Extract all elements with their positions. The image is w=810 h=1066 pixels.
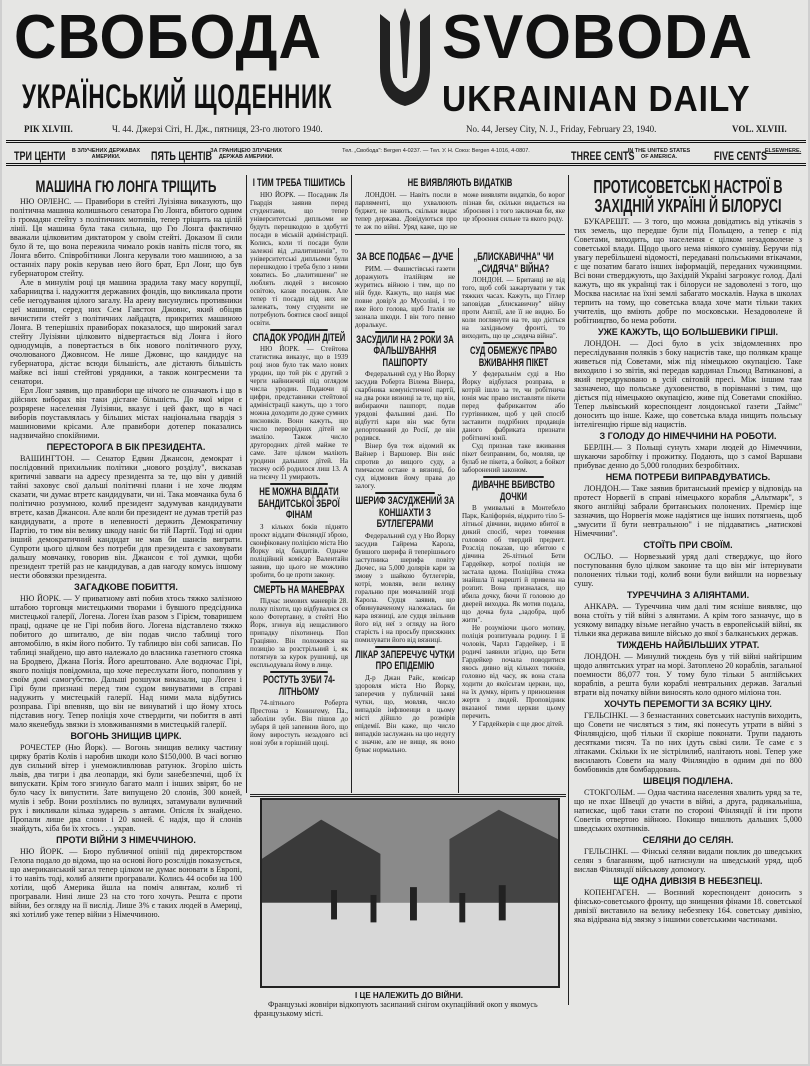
article-text: БЕРЛІН.— З Польщі сунуть хмари людей до Німеччини, шукаючи заробітку і прожитку. Подають, що з самої Варшави прибуває денно до 5,000 голодних безробітних. bbox=[574, 442, 802, 470]
article-text: Д-р Джан Райс, комісар здоровля міста Ню Йорку, заперечив у публичній заяві чутки, що, мовляв, число випадків інфлюенци в цьому місті дійшло до розмірів епідемії. Він каже, що число випадків заслужань на цю недугу є значне, але не вище, як воно буває нормально. bbox=[355, 673, 455, 754]
article-text: В умивальні в Монтебело Парк, Каліфорнія, відкрито тіло 5-літньої дівчини, видимо вбитої в дикий спосіб, через товчення головою об твердий предмет. Розслід показав, що вбитою є дівчина 26-літньої Бети Гардейкер, котрої поліція не застала вдома. Поліційна стежа знайшла її нарешті й привела на розпит. Вона призналася, що вбила дочку, бючи її головою до дверей виходка. Як мотив подала, що дочка була „задобра, щоб жити". bbox=[462, 504, 565, 625]
article-text: АНКАРА. — Туреччина чим далі тим ясніше виявляє, що вона стоїть у тій війні з алянтами. А крім того зазначує, що в усякому випадку візьме негайно участь в европейській війні, як тільки яка держава вишле військо до якої з балканських держав. bbox=[574, 601, 802, 638]
article-text: У федеральнім суді в Ню Йорку відбулася розправа, в котрій ішло за те, чи робітнича юнія має право виставляти пікети перед фабрикантом або гуртівником, щоб у цей спосіб заставити подрібних продавців даного фабриката признати робітничі юнії. bbox=[462, 370, 565, 443]
column-rule bbox=[458, 248, 459, 793]
headline: ЩЕ ОДНА ДИВІЗІЯ В НЕБЕЗПЕЦІ. bbox=[613, 875, 763, 886]
photo-rule bbox=[250, 794, 566, 797]
headline: ЛІКАР ЗАПЕРЕЧУЄ ЧУТКИ ПРО ЕПІДЕМІЮ bbox=[355, 648, 455, 673]
article-text: Але в минулім році ця машина зрадила таку масу корупції, хабарництва і. надужиття державних фондів, що викликала проти себе негодування цілого загалу. На арену висунулись противники цеї машини, серед них Сем Гавстон Джовнс, який обіцяв вичистити стейт з політичних лайдацтв, прикритих машиною Лонга. В теперішніх правиборах показалося, що широкий загал стейту Луізіяни цілковито відвертається від Лонга і його однодумців, а повертається в бік нового політичного руху, очолюваного Джовнсом. Не лише Джовнс, що кандидує на губернатора, дістає всюди більшість, але дістають більшість майже всі інші стейтові урядники, а також конгресмени та сенатори. bbox=[10, 277, 242, 386]
headline: ШВЕЦІЯ ПОДІЛЕНА. bbox=[643, 775, 733, 786]
headline: ПРОТИСОВЕТСЬКІ НАСТРОЇ В ЗАХІДНІЙ УКРАЇНІ Й БІЛОРУСІ bbox=[593, 177, 783, 216]
article-text: НЮ ЙОРК. — Посадник Ля Гвардія заявив перед студентами, що тепер університетські дипльоми не будуть перешкодою в здобутті посади в міській адміністрації. Колись, коли ті посади були залежні від „палитишенів", то університетські дипльоми були перешкодою і треба було з ними ховатись. Бо „палитишени" не люблять людей з високою освітою, казав посадник. Але тепер ті посади від них не залежать, тому студенти не потребують боятися своєї вищої освіти. bbox=[250, 190, 348, 327]
headline: „БЛИСКАВИЧНА" ЧИ „СИДЯЧА" ВІЙНА? bbox=[473, 251, 554, 275]
price-bar bbox=[6, 140, 806, 166]
article-text: ОСЛЬО. — Норвезький уряд далі стверджує, що його поступовання було цілком законне та що він міг інтернувати полонених тільки тоді, колиб вони були вийшли на норвезьку сушу. bbox=[574, 551, 802, 588]
price-three-en: THREE CENTS bbox=[571, 149, 635, 163]
article-text: Ерл Лонг заявив, що правибори ще нічого не означають і що в дійсних виборах він таки дістане більшість. До якої міри є розрярене населення Луізіяни, вказує і цей факт, що в часі виборів поуставлялась у більших містах національна гвардія з машиновими крісами. Але правибори дотепер показались надзвичайно спокійними. bbox=[10, 385, 242, 440]
year-label-uk: РІК XLVIII. bbox=[24, 124, 73, 134]
article-text: НЮ ЙОРК. — У приватному авті побив хтось тяжко залізною штабою торговця мистецькими творами і бувшого предсідника мистецької галерії, Логена. Логен їхав разом з Гірієм, товаришем праці, одначе це не Гірі побив його. Логена відставлено тяжко побитого до шпиталю, де він подав число таблиці того автомобілю, в якім його побито. Ту таблицю він собі записав. По таблиці знайдено, що авто належало до власника газетного стояка на Бродвею, Джана Погія. Його арештовано. Але водночас Гірі, якого поліція повідомила, що хоче переслухати його, пополнив у своїм домі самогубство. Дальші розшуки виказали, що Логен і Гірі були признані перед тим судом винуватими в справі надужить у мистецькій галерії. Над ними мала відбутись розправа. Гірі впевняв, що він не винуватий і що йому хтось підставив ногу. Тепер поліція хоче ствердити, чи побиття в авті мало якенебудь звязки із зловживаннями в мистецькій галерії. bbox=[10, 593, 242, 729]
article-text: БУКАРЕШТ. — З того, що можна довідатись від утікачів з тих земель, що передше були під Польщею, а тепер є під Советами, виходить, що населення є цілком незадоволене з советської влади. Щодо цього нема ніякого сумніву. Беручи під увагу перебільшені відомості, передавані польськими втікачами, є ще позатим багато інших інформацій, переданих чужинцями. Всі вони стверджують, що Західній Україні загрожує голод. Далі кажуть, що як українці так і білоруси не задоволені з того, що Москва насилає на їхні землі забагато москалів. Наука в школах терпить на тому, що советська влада хоче мати тільки таких учителів, що вміють добре по московськи. Незадоволене й робітництво, бо нема роботи. bbox=[574, 216, 802, 325]
headline: СЕЛЯНИ ДО СЕЛЯН. bbox=[642, 834, 734, 845]
headline: ЗАГАДКОВЕ ПОБИТТЯ. bbox=[74, 581, 178, 592]
column-rule bbox=[351, 175, 352, 793]
divider bbox=[483, 342, 545, 344]
article-text: Федеральний суд у Ню Йорку засудив Роберта Вілема Вінера, скарбника комуністичної партії, на два роки вязниці за те, що він, вибираючи пашпорт, подав урядові фальшиві дані. По відбутті кари він має бути депортований до Росії, де він родився. bbox=[355, 370, 455, 443]
article-text: Підчас зимових маневрів 28. полку піхоти, що відбувалися ся коло Фотертавну, в стейті Ню Йорк, згинув від нещасливого припадку піхотинець Пол Граціяно. Він положився на позицію за розстрільний і, як потягнув за курок рушниці, ця експльодувала йому в лице. bbox=[250, 597, 348, 670]
price-five-uk: ПЯТЬ ЦЕНТІВ bbox=[151, 149, 212, 163]
headline: МАШИНА ГЮ ЛОНГА ТРІЩИТЬ bbox=[35, 177, 217, 196]
article-text: Суд признав таке вживання пікет безправним, бо, мовляв, це булаб не пікета, а бойкот, а бойкот заборонений законом. bbox=[462, 442, 565, 475]
trident-emblem-icon bbox=[374, 8, 436, 108]
headline: СПАДОК УРОДИН ДІТЕЙ bbox=[252, 331, 346, 344]
article-text: ЛОНДОН. — Минулий тиждень був у тій війні найгіршим щодо алянтських утрат на морі. Затоплено 20 кораблів, загальної поемности 86,077 тон. У тому було тільки 5 англійських кораблів, а решта були кораблі невтральних держав. Загальні втрати від початку війни виносять коло одного міліона тон. bbox=[574, 651, 802, 697]
divider bbox=[270, 581, 329, 583]
dateline bbox=[2, 122, 808, 138]
headline: НЕ ВИЯВЛЯЮТЬ ВИДАТКІВ bbox=[407, 177, 513, 189]
headline: ДИВАЧНЕ ВБИВСТВО ДОЧКИ bbox=[472, 479, 555, 503]
news-photo bbox=[260, 798, 560, 988]
price-three-uk-note: В ЗЛУЧЕНИХ ДЕРЖАВАХ АМЕРИКИ. bbox=[71, 148, 141, 160]
column-4 bbox=[462, 250, 565, 728]
divider bbox=[483, 476, 545, 478]
article-expenses-body bbox=[355, 191, 565, 231]
photo-title: І ЦЕ НАЛЕЖИТЬ ДО ВІЙНИ. bbox=[355, 991, 463, 1000]
article-text: ГЕЛЬСІНКІ. — З безнастанних советських наступів виходить, що Совети не числяться з тим, які понесуть утрати в війні з Фінляндією, щоб тільки її скоріше поконати. Трупи падають десятками тисяч. Та по них ідуть свіжі сили. Те саме є з літаками. Скільки їх не зістрілилиб, налітають нові. Тепер уже висилають Совети на малу Фінляндію в одним дні по 800 бомбовиків для бомбардовань. bbox=[574, 710, 803, 774]
headline: ШЕРИФ ЗАСУДЖЕНИЙ ЗА КОНШАХТИ З БУТЛЕГЕРАМИ bbox=[355, 495, 455, 531]
article-text: ЛОНДОН. — Навіть посли в парляменті, що ухвалюють буджет, не знають, скільки видає тепер держава. Довідуються про те аж по війні. Уряд каже, що не може виявляти видатків, бо ворог пізнав би, скільки видається на зброєння і з того заключав би, яке це зброєння сильне та якого роду. bbox=[355, 190, 565, 231]
column-3 bbox=[355, 250, 455, 754]
article-expenses bbox=[355, 176, 565, 235]
article-text: ГЕЛЬСІНКІ. — Фінські селяни видали поклик до шведських селян з благанням, щоб натиснули на шведський уряд, щоб вислав Фінляндії військову допомогу. bbox=[574, 846, 802, 874]
divider bbox=[375, 331, 435, 333]
article-text: ЛОНДОН.— Таке заявив британський премієр у відповідь на протест Норвегії в справі німецького корабля „Альтмарк", з якого англійці забрали британських полонених. Премієр іще зазначив, що Норвегія може надіятися ще інших потягнень, щоб „змусити її бути невтральною" і не піддаватись „натискові Німеччини". bbox=[574, 483, 802, 538]
column-1 bbox=[10, 176, 242, 919]
headline: ЗАСУДИЛИ НА 2 РОКИ ЗА ФАЛЬШУВАННЯ ПАШПОРТУ bbox=[356, 333, 454, 369]
headline: ЗА ВСЕ ПОДБАЄ — ДУЧЕ bbox=[356, 251, 454, 263]
article-text: НЮ ЙОРК. — Стейтова статистика виказує, що в 1939 році знов було так мало нових уродин, що той рік є другий з черги найнижчий під оглядом числа уродин. Подаючи ці цифри, представники стейтової адміністрації кажуть, що з того можна доходити до дуже сумних висновків. Вони кажуть, що число перворідних дітей не змаліло. Також число другородних дітей майже те саме. Зате цілком маліють уродини дальших дітей. На тисячу осіб родилося лиш 13. А на тисячу 11 умирають. bbox=[250, 345, 348, 482]
article-text: РОЧЕСТЕР (Ню Йорк). — Вогонь знищив велику частину цирку братів Колів і наробив шкоди коло $150,000. В часі вогню дув сильний вітер і унеможливлював ратунок. Згоріло шість львів, два тигри і два леопарди, які були занебезпечні, щоб їх випускати. Крім того згинуло багато малп і інших звірят, бо не було часу їх випустити. Зате випущено 20 слонів, 300 коней, мулів і зебр. Вони розлізлись по вулицях, затамували вуличний рух і викликали кілька зударень з автами. Опісля їх знайдено. Пропали лише два слони і 20 коней. Є надія, що й слонів знайдуть, хіба би їх хтось . . . украв. bbox=[10, 742, 242, 833]
volume-label-en: VOL. XLVIII. bbox=[732, 124, 787, 134]
soldiers-in-snow-photo-icon bbox=[262, 800, 558, 986]
photo-caption-text: Французькі жовніри відкопують засипаний снігом окупаційний окоп у якомусь французькому місті. bbox=[254, 1000, 538, 1018]
column-rule bbox=[568, 175, 569, 1005]
headline: ТУРЕЧЧИНА З АЛІЯНТАМИ. bbox=[626, 589, 750, 600]
divider bbox=[375, 492, 435, 494]
article-text: КОПЕНГАГЕН. — Воєнний кореспондент доносить з фінсько-советського фронту, що знищення фінами 18. советської дивізії виставило на велику небезпеку 164. советську дивізію, яка відірвана від звязку з іншими советськими частинами. bbox=[574, 887, 802, 924]
headline: НЕ МОЖНА ВІДДАТИ БАНДИТСЬКОЇ ЗБРОЇ ФІНАМ bbox=[258, 486, 340, 522]
article-text: ВАШИНГТОН. — Сенатор Едвин Джансон, демократ і послідовний прихильник політики „нового розділу", висказав критичні завваги на адресу президента за те, що він у дивній тайні заховує свої дальші політичні плани і не хоче людям сказати, чи думає втретє кандидувати, чи ні. Така мовчанка була б політично розумною, колиб президент задумував кандидувати втретє, казав Джансон. Але коли би президент не думав третій раз кандидувати, а проте в непевності держить Демократичну Партію, то тим він велику шкоду наніс би тій Партії. Тоді ні один інший демократичний кандидат не мав би шансів виграти. Супроти цього цілком без потреби для президента є заховувати дальшу мовчанку, говорив він. Джансон є тої думки, щоби президент третій раз не кандидував, а дав нагоду комусь іншому нести обовязки президента. bbox=[10, 453, 242, 580]
price-five-uk-note: ЗА ГРАНИЦЕЮ ЗЛУЧЕНИХ ДЕРЖАВ АМЕРИКИ. bbox=[210, 148, 282, 160]
column-2 bbox=[250, 176, 348, 747]
headline: СТОЇТЬ ПРИ СВОЇМ. bbox=[643, 539, 733, 550]
headline: ПРОТИ ВІЙНИ З НІМЕЧЧИНОЮ. bbox=[56, 834, 196, 845]
headline: З ГОЛОДУ ДО НІМЕЧЧИНИ НА РОБОТИ. bbox=[599, 430, 777, 441]
masthead-title-en: SVOBODA bbox=[442, 3, 753, 72]
column-rule bbox=[246, 175, 247, 793]
article-text: Федеральний суд у Ню Йорку засудив Гайрема Карола, бувшого шерифа й теперішнього заступника шерифа повіту Дючес, на 5,000 долярів кари за змову з шайкою бутлегерів, котрі, мовляв, вели велику горальню при мовчаливій згоді Карола. Судця заявив, що обвинуваченому належалась би кара вязниці, але судця звільнив його від неї з огляду на його старість і на просьбу присяжних помилувати його від вязниці. bbox=[355, 531, 455, 644]
divider bbox=[270, 671, 329, 673]
article-text: РИМ. — Фашистівські газети доражують італійцям не журитись війною і тим, що по ній буде. Кажуть, що нація має повне довір'я до Мусоліні, і то вже його голова, щоб Італія не зазнала шкоди. І він того певно доралькує. bbox=[355, 264, 455, 329]
headline: НЕМА ПОТРЕБИ ВИПРАВДУВАТИСЬ. bbox=[605, 471, 771, 482]
divider bbox=[270, 483, 329, 485]
article-text: ЛОНДОН. — Досі було в усіх звідомленнях про переслідування поляків з боку нацистів таке, що полякам краще живеться під Советами, між під німецькою окупацією. Таке виходило і зо звітів, які передав кардинал Гльонд Ватиканові, а який передруковано в усій світовій пресі. Між іншим там зазначено, що польське духовенство, в порівнанні з тим, що діється під німецькою окупацією, живе під Советами спокійно. Тепер львівський кореспондент лондонської газети „Таймс" доносить що інше. Каже, що советська влада нищить польську інтелігенцію гірше від нацистів. bbox=[574, 338, 802, 429]
divider bbox=[270, 329, 329, 331]
headline: І ТИМ ТРЕБА ТІШИТИСЬ bbox=[252, 177, 346, 189]
phone-numbers: Тел. „Свобода": Bergen 4-0237. — Тел. У. Н. Союз: Bergen 4-1016, 4-0807. bbox=[342, 148, 530, 154]
article-text: У Гардейкерів є ще двоє дітей. bbox=[472, 720, 564, 729]
photo-caption bbox=[254, 991, 564, 1018]
headline: ХОЧУТЬ ПЕРЕМОГТИ ЗА ВСЯКУ ЦІНУ. bbox=[604, 698, 772, 709]
headline: РОСТУТЬ ЗУБИ 74-ЛІТНЬОМУ bbox=[263, 674, 335, 698]
article-text: Вінер був теж відомий як Вайнер і Варшовер. Він вніс спротив до вищого суду, а тимчасом остане в вязниці, бо суд відмовив йому права до залогу. bbox=[355, 442, 455, 491]
masthead-subtitle-en: UKRAINIAN DAILY bbox=[442, 78, 751, 119]
article-text: Не розуміючи цього мотиву, поліція розпитувала родину. І її чоловік, Чарлз Гардейкер, і її родичі заявили згідно, що Бети Гардейкер почала поводитися якось дивно від кількох тижнів, головно від часу, як вона стала ходити до якоїсьтам церкви, що, на їх думку, вірить у приношення жертв з людей. Проповідник вказаної тими церкви цьому перечить. bbox=[462, 624, 565, 721]
article-text: НЮ ЙОРК. — Бюро публичної опінії під директорством Гелопа подало до відома, що на основі його розслідів показується, що американський загал тепер цілком не думає воювати в Европі, і то навіть тоді, колиб алянти програвали. Колись 44 особи на 100 хотіли, щоб Америка йшла на поміч алянтам, колиб ті програвали. Нині лише 23 на сто того хочуть. Решта є проти війни, без огляду на її вислід. Лише 3% є таких людей в Америці, які хотілиб уже тепер війни з Німеччиною. bbox=[10, 846, 242, 919]
headline: СМЕРТЬ НА МАНЕВРАХ bbox=[253, 583, 345, 596]
divider bbox=[375, 646, 435, 648]
masthead-subtitle-uk: УКРАЇНСЬКИЙ ЩОДЕННИК bbox=[22, 78, 333, 116]
price-five-en: FIVE CENTS bbox=[714, 149, 768, 163]
newspaper-page bbox=[2, 0, 808, 1064]
issue-date-en: No. 44, Jersey City, N. J., Friday, February 23, 1940. bbox=[466, 124, 657, 134]
article-text: 74-літнього Роберта Престона з Конингему, Па., заболіли зуби. Він пішов до зубаря й цей запевнив його, що йому виростуть незадовго всі нові зуби в горішній щоці. bbox=[250, 699, 348, 748]
article-text: ЛОНДОН. — Британці не від того, щоб собі зажартувати у так тяжких часах. Кажуть, що Гітлер заповідав „блискавичну" війну проти Англії, але її не видно. Бо коли поглянути на те, що діється на західньому фронті, то виходить, що це „сидяча війна". bbox=[462, 276, 565, 341]
headline: УЖЕ КАЖУТЬ, ЩО БОЛЬШЕВИКИ ГІРШІ. bbox=[598, 326, 778, 337]
headline: СУД ОБМЕЖУЄ ПРАВО ВЖИВАННЯ ПІКЕТ bbox=[469, 345, 558, 369]
article-text: З кількох боків піднято проєкт віддати Фінляндії зброю, сконфіковану поліцією міста Ню Йорку від бандитів. Одначе поліційний комісар Валентайн заявив, що цього не можливо зробити, бо це проти закону. bbox=[250, 522, 348, 579]
price-three-en-note: IN THE UNITED STATES OF AMERICA. bbox=[627, 148, 691, 160]
headline: ТИЖДЕНЬ НАЙБІЛЬШИХ УТРАТ. bbox=[616, 639, 760, 650]
price-three-uk: ТРИ ЦЕНТИ bbox=[14, 149, 66, 163]
headline: ВОГОНЬ ЗНИЩИВ ЦИРК. bbox=[70, 730, 182, 741]
headline: ПЕРЕСТОРОГА В БІК ПРЕЗИДЕНТА. bbox=[46, 441, 206, 452]
masthead-title-uk: СВОБОДА bbox=[14, 3, 322, 72]
price-five-en-note: ELSEWHERE. bbox=[764, 148, 802, 154]
masthead bbox=[2, 0, 808, 125]
article-text: НЮ ОРЛЕНС. — Правибори в стейті Луізіяна виказують, що політична машина колишнього сенатора Гю Лонга, вбитого одним із громадян стейту з політичних мотивів, тепер тріщить на цілій лінії. Ця машина була така сильна, що Гю Лонга фактично вважали цілковитим диктатором у своїм стейті. Доказом її сили було й те, що вона пережила чимало років навіть після того, як Лонга вбито. Співробітники Лонга керували тою машиною, а за останніх пару років керував нею його брат, Ерл Лонг, що був губернатором стейту. bbox=[10, 196, 242, 278]
article-text: СТОКГОЛЬМ. — Одна частина населення хвалить уряд за те, що не пхає Швеції до участи в війні, а друга, радикальніша, натискає, щоб таки стати по стороні Фінляндії й іти проти Советів отвертою війною. Покищо вишлють дальших 5,000 шведських охотників. bbox=[574, 787, 802, 833]
column-5 bbox=[574, 176, 802, 924]
issue-date-uk: Ч. 44. Джерзі Сіті, Н. Дж., пятниця, 23-го лютого 1940. bbox=[112, 124, 323, 134]
